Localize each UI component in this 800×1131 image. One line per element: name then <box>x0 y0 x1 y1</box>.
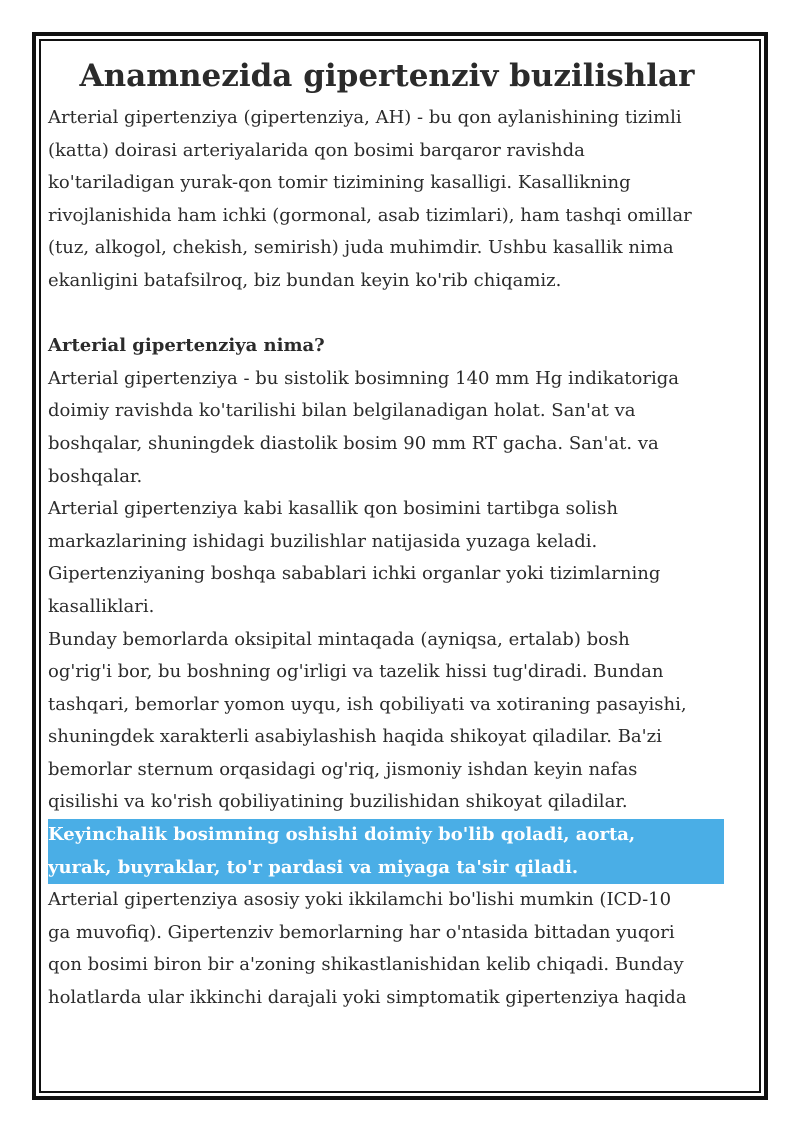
text-line: og'rig'i bor, bu boshning og'irligi va tazelik hissi tug'diradi. Bundan <box>48 661 664 683</box>
text-line: kasalliklari. <box>48 595 155 617</box>
intro-paragraph <box>48 102 738 1015</box>
text-line: Arterial gipertenziya - bu sistolik bosimning 140 mm Hg indikatoriga <box>48 367 679 389</box>
document-title: Anamnezida gipertenziv buzilishlar <box>79 58 695 94</box>
text-line: (tuz, alkogol, chekish, semirish) juda muhimdir. Ushbu kasallik nima <box>48 237 674 259</box>
text-line: markazlarining ishidagi buzilishlar natijasida yuzaga keladi. <box>48 530 598 552</box>
text-line: holatlarda ular ikkinchi darajali yoki simptomatik gipertenziya haqida <box>48 987 687 1009</box>
text-line: boshqalar. <box>48 465 143 487</box>
text-line: (katta) doirasi arteriyalarida qon bosimi barqaror ravishda <box>48 139 585 161</box>
text-line: boshqalar, shuningdek diastolik bosim 90 mm RT gacha. San'at. va <box>48 432 659 454</box>
paragraph-spacer <box>48 298 738 331</box>
text-line: ekanligini batafsilroq, biz bundan keyin ko'rib chiqamiz. <box>48 269 562 291</box>
text-line: doimiy ravishda ko'tarilishi bilan belgilanadigan holat. San'at va <box>48 400 636 422</box>
highlighted-text-line: yurak, buyraklar, to'r pardasi va miyaga ta'sir qiladi. <box>48 852 724 885</box>
text-line: Arterial gipertenziya asosiy yoki ikkilamchi bo'lishi mumkin (ICD-10 <box>48 889 672 911</box>
section-heading: Arterial gipertenziya nima? <box>48 335 325 357</box>
text-line: ko'tariladigan yurak-qon tomir tizimining kasalligi. Kasallikning <box>48 172 631 194</box>
text-line: Arterial gipertenziya (gipertenziya, AH) - bu qon aylanishining tizimli <box>48 107 682 128</box>
document-content <box>48 56 738 1015</box>
highlighted-text-line: Keyinchalik bosimning oshishi doimiy bo'lib qoladi, aorta, <box>48 819 724 852</box>
text-line: tashqari, bemorlar yomon uyqu, ish qobiliyati va xotiraning pasayishi, <box>48 693 687 715</box>
text-line: qon bosimi biron bir a'zoning shikastlanishidan kelib chiqadi. Bunday <box>48 954 684 976</box>
text-line: Arterial gipertenziya kabi kasallik qon bosimini tartibga solish <box>48 498 619 520</box>
text-line: Gipertenziyaning boshqa sabablari ichki organlar yoki tizimlarning <box>48 563 661 585</box>
text-line: bemorlar sternum orqasidagi og'riq, jismoniy ishdan keyin nafas <box>48 758 638 780</box>
text-line: Bunday bemorlarda oksipital mintaqada (ayniqsa, ertalab) bosh <box>48 628 630 650</box>
text-line: rivojlanishida ham ichki (gormonal, asab tizimlari), ham tashqi omillar <box>48 204 692 226</box>
text-line: ga muvofiq). Gipertenziv bemorlarning har o'ntasida bittadan yuqori <box>48 921 675 943</box>
text-line: qisilishi va ko'rish qobiliyatining buzilishidan shikoyat qiladilar. <box>48 791 628 813</box>
text-line: shuningdek xarakterli asabiylashish haqida shikoyat qiladilar. Ba'zi <box>48 726 662 748</box>
